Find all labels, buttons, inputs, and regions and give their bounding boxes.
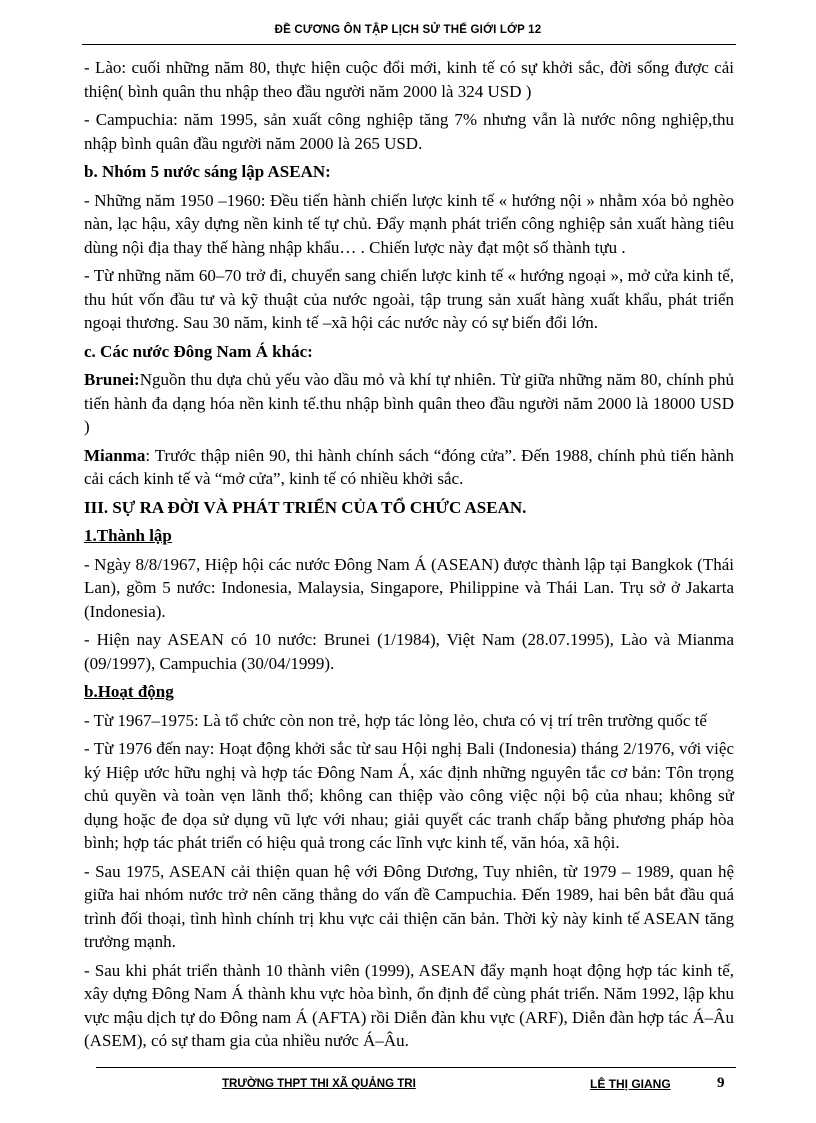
- document-body: [84, 56, 734, 1058]
- paragraph-brunei: [84, 368, 734, 439]
- mianma-label: Mianma: [84, 445, 146, 465]
- paragraph-members: - Hiện nay ASEAN có 10 nước: Brunei (1/1984), Việt Nam (28.07.1995), Lào và Mianma (09/1997), Campuchia (30/04/1999).: [84, 630, 734, 673]
- paragraph-1976-onwards: - Từ 1976 đến nay: Hoạt động khởi sắc từ sau Hội nghị Bali (Indonesia) tháng 2/1976, với việc ký Hiệp ước hữu nghị và hợp tác Đông Nam Á, xác định những nguyên tắc cơ bản: Tôn trọng chủ quyền và toàn vẹn lãnh thổ; không can thiệp vào công việc nội bộ của nhau; không sử dụng hoặc đe dọa sử dụng vũ lực với nhau; giải quyết các tranh chấp bằng phương pháp hòa bình; hợp tác phát triển có hiệu quả trong các lĩnh vực kinh tế, văn hóa, xã hội.: [84, 739, 734, 852]
- brunei-text: Nguồn thu dựa chủ yếu vào dầu mỏ và khí tự nhiên. Từ giữa những năm 80, chính phủ tiến hành đa dạng hóa nền kinh tế.thu nhập bình quân theo đầu người năm 2000 là 18000 USD ): [84, 370, 734, 436]
- paragraph-mianma: [84, 444, 734, 491]
- footer-author-name: LÊ THỊ GIANG: [590, 1077, 671, 1091]
- paragraph-cambodia: - Campuchia: năm 1995, sản xuất công nghiệp tăng 7% nhưng vẫn là nước nông nghiệp,thu nhập bình quân đầu người năm 2000 là 265 USD.: [84, 110, 734, 153]
- heading-section-iii: III. SỰ RA ĐỜI VÀ PHÁT TRIỂN CỦA TỔ CHỨC ASEAN.: [84, 497, 527, 517]
- brunei-label: Brunei:: [84, 370, 140, 389]
- paragraph-inward-strategy: - Những năm 1950 –1960: Đều tiến hành chiến lược kinh tế « hướng nội » nhằm xóa bỏ nghèo nàn, lạc hậu, xây dựng nền kinh tế tự chủ. Đẩy mạnh phát triển công nghiệp sản xuất hàng tiêu dùng nội địa thay thế hàng nhập khẩu… . Chiến lược này đạt một số thành tựu .: [84, 190, 734, 257]
- heading-other-countries: c. Các nước Đông Nam Á khác:: [84, 341, 313, 361]
- footer-rule: [96, 1067, 736, 1068]
- paragraph-after-1975: - Sau 1975, ASEAN cải thiện quan hệ với Đông Dương, Tuy nhiên, từ 1979 – 1989, quan hệ giữa hai nhóm nước trở nên căng thẳng do vấn đề Campuchia. Đến 1989, hai bên bắt đầu quá trình đối thoại, tình hình chính trị khu vực cải thiện căn bản. Thời kỳ này kinh tế ASEAN tăng trưởng mạnh.: [84, 861, 734, 951]
- footer-school-name: TRƯỜNG THPT THI XÃ QUẢNG TRI: [222, 1078, 416, 1090]
- header-rule: [82, 44, 736, 45]
- paragraph-1967-1975: - Từ 1967–1975: Là tổ chức còn non trẻ, hợp tác lỏng lẻo, chưa có vị trí trên trường quốc tế: [84, 710, 707, 730]
- mianma-text: : Trước thập niên 90, thi hành chính sách “đóng cửa”. Đến 1988, chính phủ tiến hành cải cách kinh tế và “mở cửa”, kinh tế có nhiều khởi sắc.: [84, 445, 734, 488]
- heading-founding-five: b. Nhóm 5 nước sáng lập ASEAN:: [84, 162, 331, 181]
- heading-activities: b.Hoạt động: [84, 682, 174, 701]
- heading-founding: 1.Thành lập: [84, 526, 172, 545]
- paragraph-outward-strategy: - Từ những năm 60–70 trở đi, chuyển sang chiến lược kinh tế « hướng ngoại », mở cửa kinh tế, thu hút vốn đầu tư và kỹ thuật của nước ngoài, tập trung sản xuất hàng xuất khẩu, phát triển ngoại thương. Sau 30 năm, kinh tế –xã hội các nước này có sự biến đổi lớn.: [84, 266, 734, 332]
- paragraph-founding-date: - Ngày 8/8/1967, Hiệp hội các nước Đông Nam Á (ASEAN) được thành lập tại Bangkok (Thái Lan), gồm 5 nước: Indonesia, Malaysia, Singapore, Philippine và Thái Lan. Trụ sở ở Jakarta (Indonesia).: [84, 554, 734, 621]
- paragraph-after-1999: - Sau khi phát triển thành 10 thành viên (1999), ASEAN đẩy mạnh hoạt động hợp tác kinh tế, xây dựng Đông Nam Á thành khu vực hòa bình, ổn định để cùng phát triển. Năm 1992, lập khu vực mậu dịch tự do Đông nam Á (AFTA) rồi Diễn đàn khu vực (ARF), Diễn đàn hợp tác Á–Âu (ASEM), có sự tham gia của nhiều nước Á–Âu.: [84, 960, 734, 1050]
- paragraph-laos: - Lào: cuối những năm 80, thực hiện cuộc đổi mới, kinh tế có sự khởi sắc, đời sống được cải thiện( bình quân thu nhập theo đầu người năm 2000 là 324 USD ): [84, 58, 734, 101]
- page-header-title: ĐỀ CƯƠNG ÔN TẬP LỊCH SỬ THẾ GIỚI LỚP 12: [274, 24, 542, 36]
- page-number: 9: [717, 1075, 725, 1091]
